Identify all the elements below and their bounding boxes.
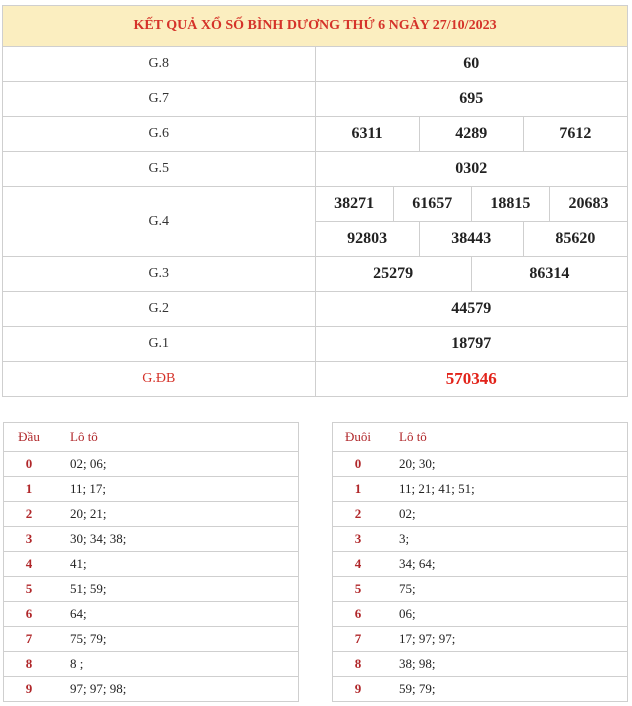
loto-numbers: 75; bbox=[383, 577, 628, 602]
loto-numbers: 30; 34; 38; bbox=[54, 527, 299, 552]
loto-row bbox=[333, 627, 628, 652]
loto-digit: 6 bbox=[4, 602, 55, 627]
loto-numbers: 41; bbox=[54, 552, 299, 577]
prize-row-gdb bbox=[3, 362, 628, 397]
prize-number: 695 bbox=[315, 82, 628, 117]
loto-numbers: 38; 98; bbox=[383, 652, 628, 677]
loto-row bbox=[4, 652, 299, 677]
prize-number: 38271 bbox=[334, 195, 375, 212]
prize-row-g5 bbox=[3, 152, 628, 187]
prize-label: G.1 bbox=[3, 327, 316, 362]
prize-number: 86314 bbox=[471, 257, 627, 291]
loto-numbers: 17; 97; 97; bbox=[383, 627, 628, 652]
loto-head-table bbox=[3, 422, 299, 702]
loto-row bbox=[4, 677, 299, 702]
loto-row bbox=[4, 552, 299, 577]
loto-header-key: Đầu bbox=[4, 423, 55, 452]
loto-digit: 1 bbox=[333, 477, 384, 502]
results-table bbox=[2, 5, 628, 397]
loto-tail-table bbox=[332, 422, 628, 702]
loto-row bbox=[4, 527, 299, 552]
loto-header-row bbox=[4, 423, 299, 452]
loto-row bbox=[4, 627, 299, 652]
loto-row bbox=[333, 677, 628, 702]
loto-digit: 2 bbox=[333, 502, 384, 527]
loto-digit: 1 bbox=[4, 477, 55, 502]
prize-row-g4 bbox=[3, 187, 628, 257]
loto-digit: 8 bbox=[4, 652, 55, 677]
loto-row bbox=[333, 527, 628, 552]
loto-digit: 5 bbox=[4, 577, 55, 602]
loto-numbers: 51; 59; bbox=[54, 577, 299, 602]
special-prize-number: 570346 bbox=[315, 362, 628, 397]
prize-number: 85620 bbox=[523, 222, 627, 256]
loto-row bbox=[333, 577, 628, 602]
prize-number: 20683 bbox=[549, 187, 627, 221]
loto-digit: 7 bbox=[4, 627, 55, 652]
prize-number: 6311 bbox=[351, 125, 383, 142]
prize-numbers bbox=[315, 187, 628, 257]
loto-header-key: Đuôi bbox=[333, 423, 384, 452]
loto-digit: 4 bbox=[4, 552, 55, 577]
loto-numbers: 11; 17; bbox=[54, 477, 299, 502]
loto-header-row bbox=[333, 423, 628, 452]
prize-label: G.8 bbox=[3, 47, 316, 82]
prize-row-g3 bbox=[3, 257, 628, 292]
loto-row bbox=[333, 652, 628, 677]
loto-digit: 9 bbox=[333, 677, 384, 702]
prize-label: G.6 bbox=[3, 117, 316, 152]
prize-number: 60 bbox=[315, 47, 628, 82]
loto-row bbox=[333, 452, 628, 477]
loto-numbers: 8 ; bbox=[54, 652, 299, 677]
loto-numbers: 20; 21; bbox=[54, 502, 299, 527]
loto-row bbox=[4, 502, 299, 527]
prize-number: 92803 bbox=[347, 230, 388, 247]
loto-numbers: 59; 79; bbox=[383, 677, 628, 702]
loto-row bbox=[4, 602, 299, 627]
loto-digit: 4 bbox=[333, 552, 384, 577]
prize-number: 25279 bbox=[373, 265, 414, 282]
prize-label: G.2 bbox=[3, 292, 316, 327]
loto-row bbox=[333, 552, 628, 577]
loto-digit: 2 bbox=[4, 502, 55, 527]
loto-digit: 7 bbox=[333, 627, 384, 652]
loto-numbers: 11; 21; 41; 51; bbox=[383, 477, 628, 502]
loto-row bbox=[333, 477, 628, 502]
prize-number: 44579 bbox=[315, 292, 628, 327]
prize-number: 18797 bbox=[315, 327, 628, 362]
loto-digit: 5 bbox=[333, 577, 384, 602]
loto-numbers: 02; bbox=[383, 502, 628, 527]
prize-row-g8 bbox=[3, 47, 628, 82]
prize-number: 7612 bbox=[523, 117, 627, 151]
loto-numbers: 20; 30; bbox=[383, 452, 628, 477]
prize-number: 18815 bbox=[471, 187, 549, 221]
loto-header-value: Lô tô bbox=[383, 423, 628, 452]
prize-label-special: G.ĐB bbox=[3, 362, 316, 397]
loto-numbers: 02; 06; bbox=[54, 452, 299, 477]
prize-numbers bbox=[315, 257, 628, 292]
results-title: KẾT QUẢ XỔ SỐ BÌNH DƯƠNG THỨ 6 NGÀY 27/10/2023 bbox=[3, 6, 628, 47]
loto-numbers: 06; bbox=[383, 602, 628, 627]
loto-digit: 0 bbox=[4, 452, 55, 477]
loto-digit: 8 bbox=[333, 652, 384, 677]
prize-numbers bbox=[315, 117, 628, 152]
loto-numbers: 64; bbox=[54, 602, 299, 627]
loto-numbers: 75; 79; bbox=[54, 627, 299, 652]
prize-label: G.3 bbox=[3, 257, 316, 292]
loto-row bbox=[333, 502, 628, 527]
loto-digit: 3 bbox=[4, 527, 55, 552]
prize-row-g1 bbox=[3, 327, 628, 362]
loto-numbers: 97; 97; 98; bbox=[54, 677, 299, 702]
loto-numbers: 3; bbox=[383, 527, 628, 552]
prize-label: G.5 bbox=[3, 152, 316, 187]
loto-digit: 3 bbox=[333, 527, 384, 552]
loto-digit: 9 bbox=[4, 677, 55, 702]
prize-label: G.4 bbox=[3, 187, 316, 257]
prize-label: G.7 bbox=[3, 82, 316, 117]
prize-number: 0302 bbox=[315, 152, 628, 187]
prize-row-g2 bbox=[3, 292, 628, 327]
prize-number: 61657 bbox=[393, 187, 471, 221]
loto-row bbox=[4, 477, 299, 502]
loto-digit: 0 bbox=[333, 452, 384, 477]
prize-row-g7 bbox=[3, 82, 628, 117]
prize-number: 4289 bbox=[419, 117, 523, 151]
prize-row-g6 bbox=[3, 117, 628, 152]
loto-digit: 6 bbox=[333, 602, 384, 627]
loto-row bbox=[4, 452, 299, 477]
loto-numbers: 34; 64; bbox=[383, 552, 628, 577]
prize-number: 38443 bbox=[419, 222, 523, 256]
loto-row bbox=[4, 577, 299, 602]
loto-row bbox=[333, 602, 628, 627]
loto-header-value: Lô tô bbox=[54, 423, 299, 452]
